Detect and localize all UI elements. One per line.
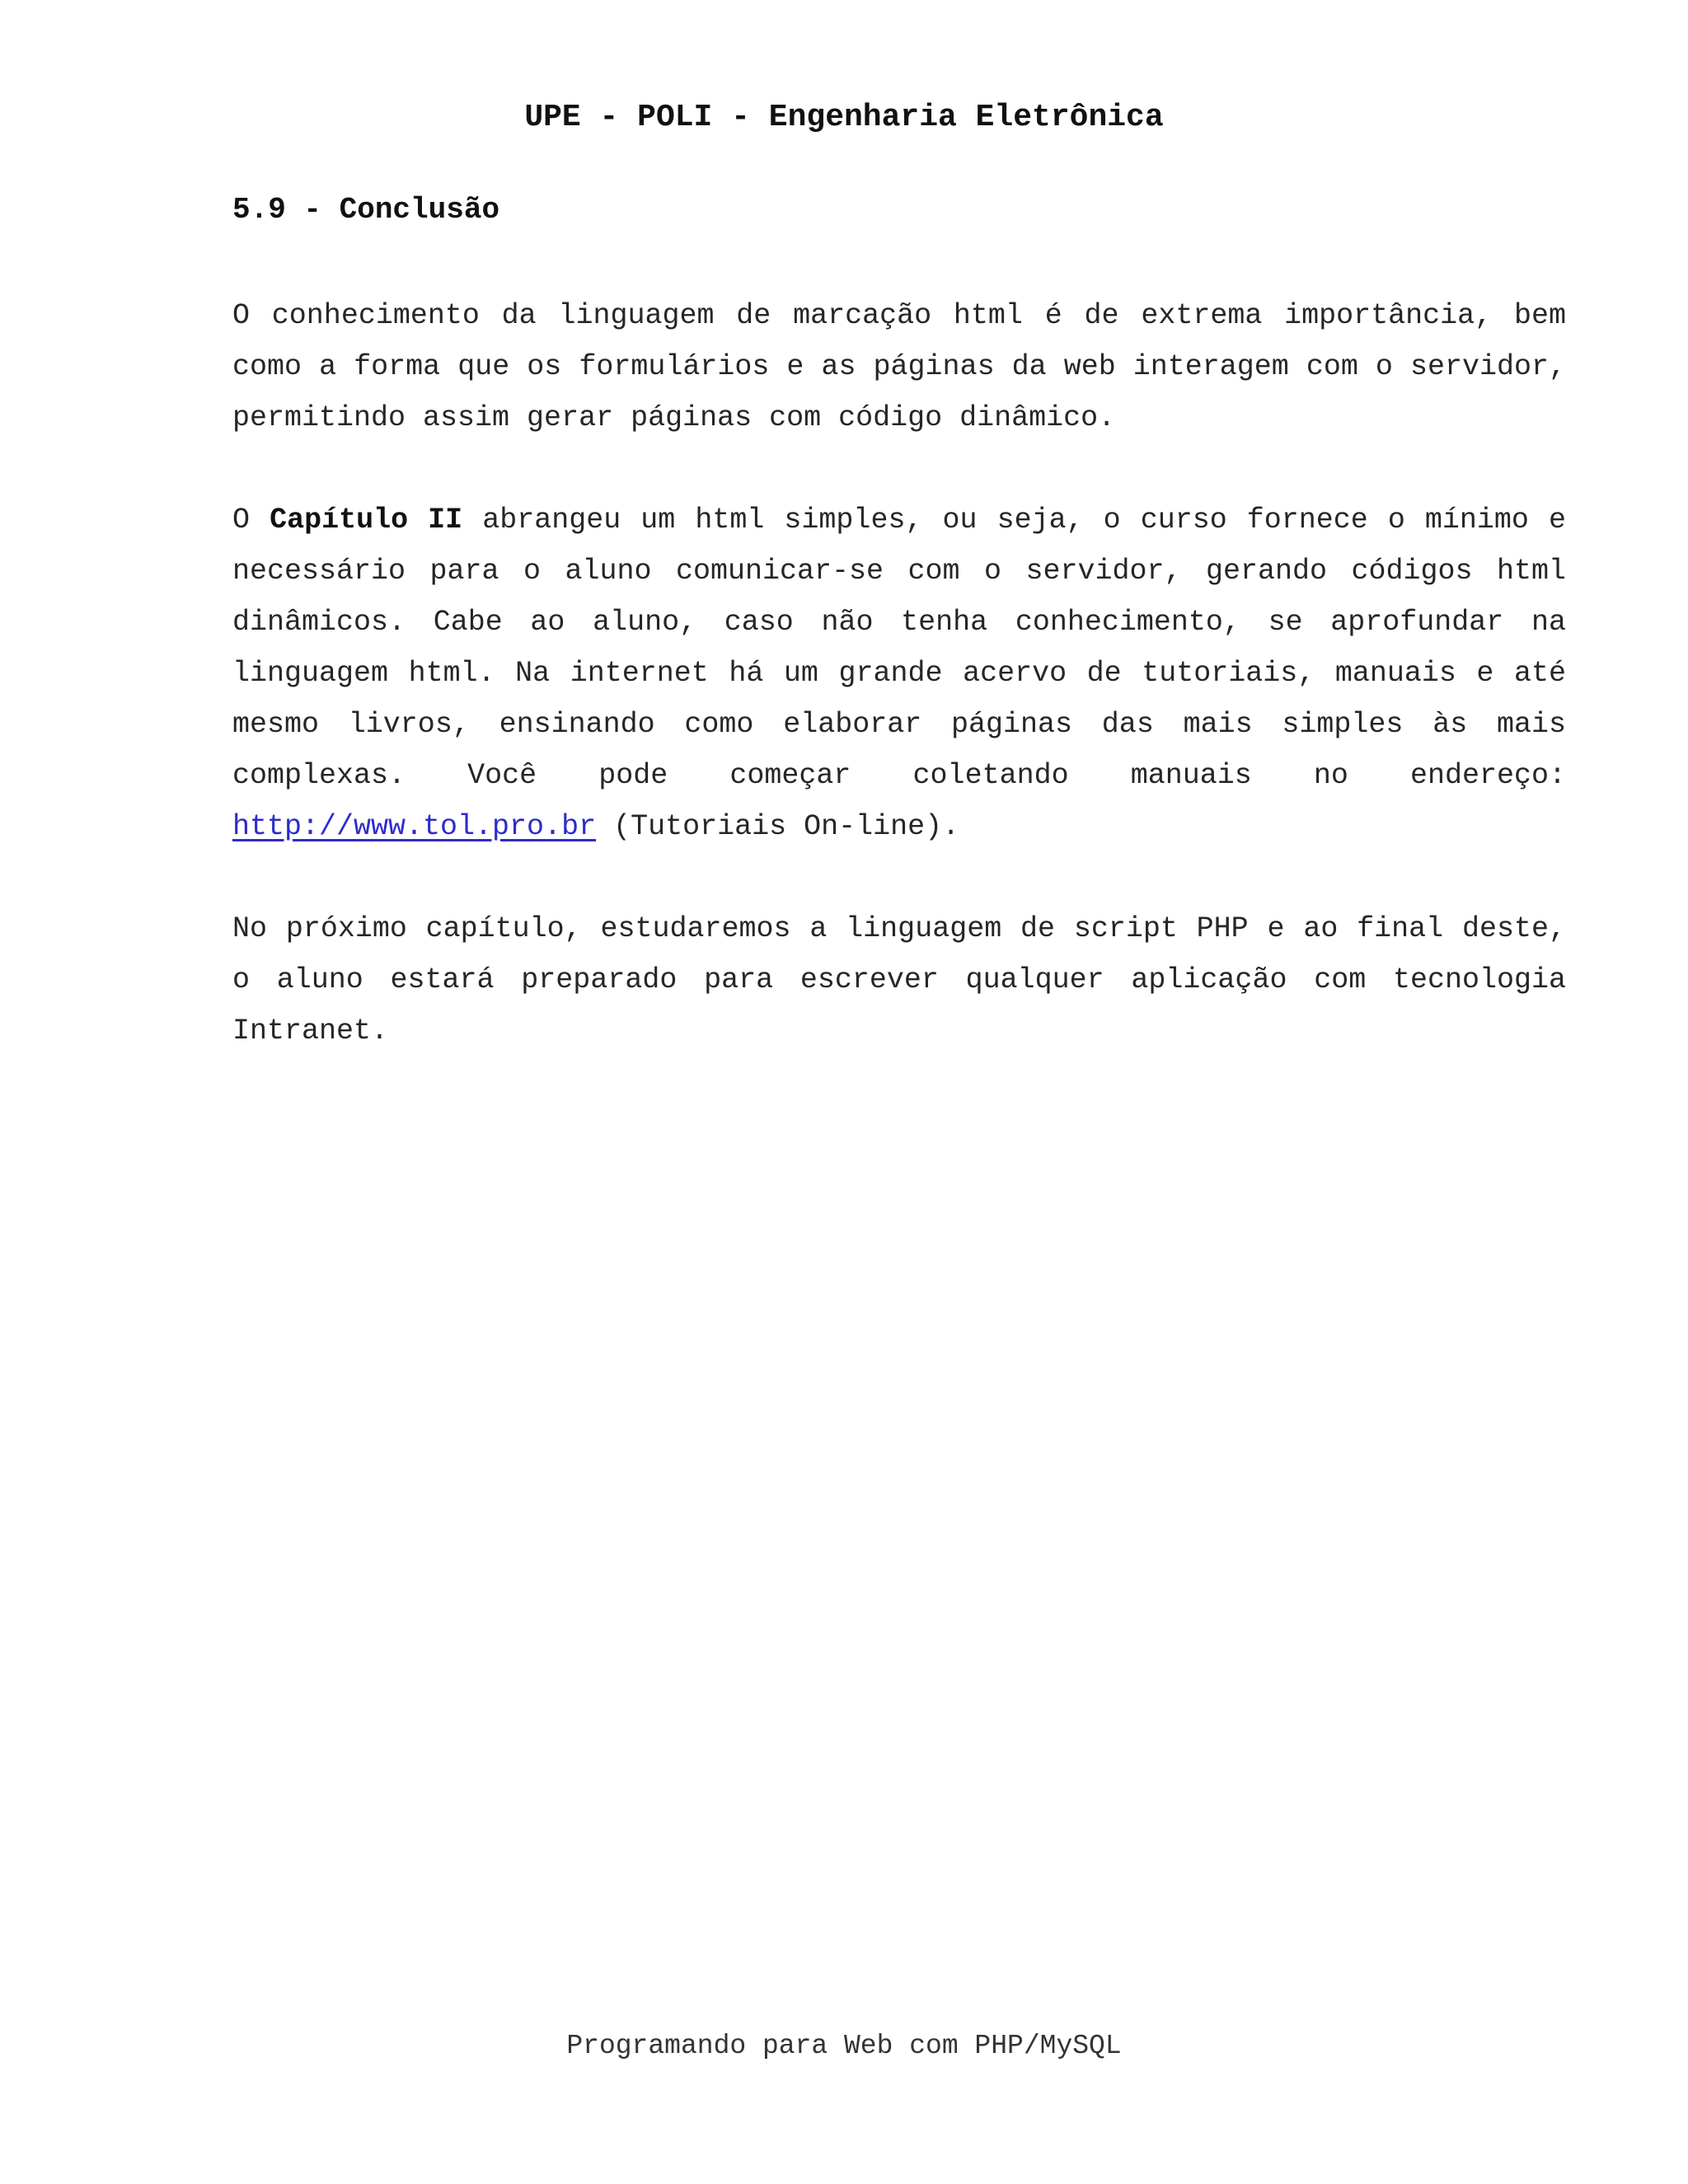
page-header: UPE - POLI - Engenharia Eletrônica [524, 100, 1164, 135]
page-footer: Programando para Web com PHP/MySQL [566, 2031, 1122, 2061]
paragraph-intro: O conhecimento da linguagem de marcação html é de extrema importância, bem como a forma que os formulários e as páginas da web interagem com o servidor, permitindo assim gerar páginas com código dinâmico. [232, 299, 1566, 434]
section-title: 5.9 - Conclusão [232, 193, 500, 227]
paragraph-next-chapter: No próximo capítulo, estudaremos a linguagem de script PHP e ao final deste, o aluno estará preparado para escrever qualquer aplicação com tecnologia Intranet. [232, 912, 1566, 1047]
paragraph-chapter-two-body: abrangeu um html simples, ou seja, o curso fornece o mínimo e necessário para o aluno comunicar-se com o servidor, gerando códigos html dinâmicos. Cabe ao aluno, caso não tenha conhecimento, se aprofundar na linguagem html. Na internet há um grande acervo de tutoriais, manuais e até mesmo livros, ensinando como elaborar páginas das mais simples às mais complexas. Você pode começar coletando manuais no endereço: [232, 504, 1566, 792]
paragraph-chapter-two-start: O [232, 504, 270, 537]
paragraph-chapter-two [232, 494, 1566, 852]
document-body [232, 190, 1566, 1108]
tutorials-link[interactable]: http://www.tol.pro.br [232, 810, 597, 843]
chapter-reference: Capítulo II [270, 504, 463, 537]
paragraph-chapter-two-end: (Tutoriais On-line). [596, 810, 960, 843]
